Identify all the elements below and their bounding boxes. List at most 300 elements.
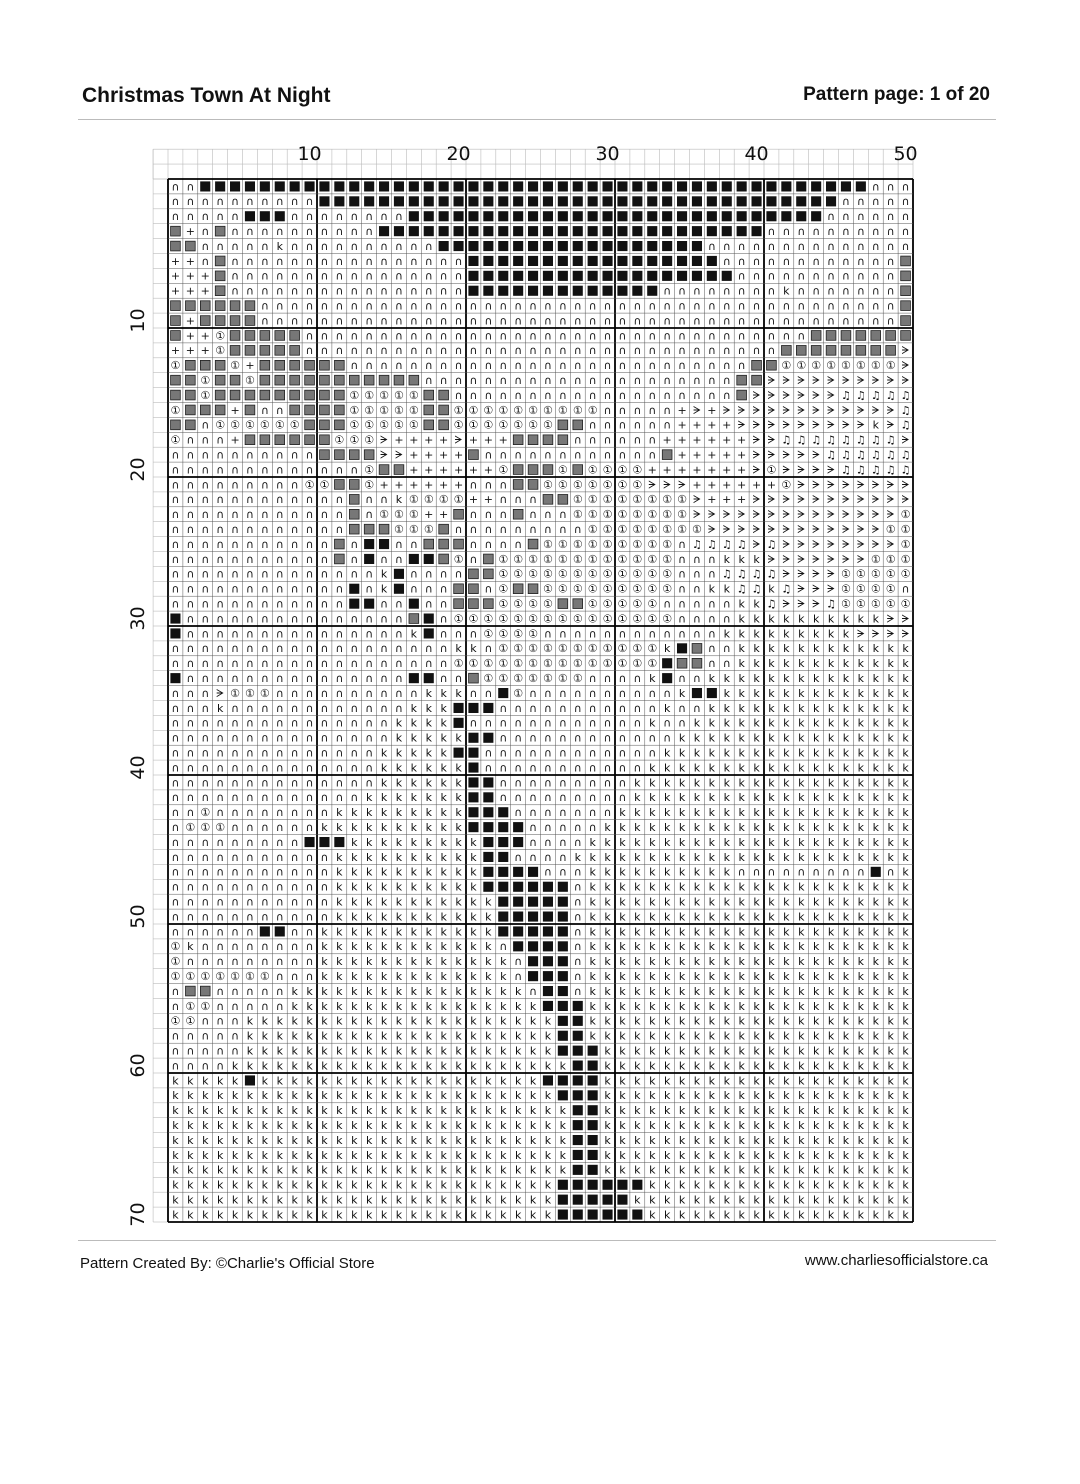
stitch-symbol: k <box>246 1163 254 1177</box>
filled-square-symbol <box>349 181 359 191</box>
stitch-symbol: k <box>634 865 641 879</box>
stitch-symbol: k <box>336 1044 343 1058</box>
stitch-symbol: k <box>753 1133 760 1147</box>
hatched-square-symbol <box>379 465 389 475</box>
stitch-symbol: ∩ <box>543 776 552 790</box>
stitch-symbol: ᗒ <box>767 523 776 537</box>
stitch-symbol: k <box>425 806 432 820</box>
filled-square-symbol <box>662 181 672 191</box>
stitch-symbol: k <box>872 821 879 835</box>
stitch-symbol: k <box>470 1104 477 1118</box>
filled-square-symbol <box>558 912 568 922</box>
hatched-square-symbol <box>290 360 300 370</box>
stitch-symbol: k <box>559 1163 567 1177</box>
stitch-symbol: ∩ <box>588 806 597 820</box>
stitch-symbol: ∩ <box>231 284 240 298</box>
stitch-symbol: k <box>678 1208 686 1222</box>
stitch-symbol: ∩ <box>260 716 269 730</box>
stitch-symbol: ∩ <box>335 239 344 253</box>
stitch-symbol: k <box>678 1014 686 1028</box>
stitch-symbol: k <box>798 731 805 745</box>
stitch-symbol: ∩ <box>469 508 478 522</box>
hatched-square-symbol <box>528 584 538 594</box>
hatched-square-symbol <box>424 420 434 430</box>
stitch-symbol: ᗒ <box>707 523 716 537</box>
stitch-symbol: k <box>708 1119 716 1133</box>
stitch-symbol: k <box>753 761 760 775</box>
stitch-symbol: k <box>336 999 343 1013</box>
stitch-symbol: ∩ <box>722 254 731 268</box>
stitch-symbol: ∩ <box>216 910 225 924</box>
stitch-symbol: k <box>336 806 343 820</box>
stitch-symbol: k <box>604 984 611 998</box>
stitch-symbol: ∩ <box>439 329 448 343</box>
stitch-symbol: ∩ <box>529 701 538 715</box>
stitch-symbol: k <box>708 1133 716 1147</box>
stitch-symbol: k <box>768 895 775 909</box>
hatched-square-symbol <box>335 554 345 564</box>
stitch-symbol: k <box>857 850 865 864</box>
stitch-symbol: k <box>172 1178 179 1192</box>
stitch-symbol: ∩ <box>275 940 284 954</box>
stitch-symbol: ∩ <box>871 210 880 224</box>
stitch-symbol: ∩ <box>305 195 314 209</box>
stitch-symbol: k <box>872 1044 879 1058</box>
stitch-symbol: ∩ <box>231 567 240 581</box>
stitch-symbol: ∩ <box>260 269 269 283</box>
stitch-symbol: k <box>440 940 447 954</box>
stitch-symbol: ∩ <box>350 776 359 790</box>
stitch-symbol: ∩ <box>767 329 776 343</box>
stitch-symbol: ∩ <box>171 686 180 700</box>
filled-square-symbol <box>528 181 538 191</box>
stitch-symbol: ∩ <box>290 835 299 849</box>
stitch-symbol: k <box>291 1074 298 1088</box>
stitch-symbol: ① <box>855 597 866 611</box>
filled-square-symbol <box>752 211 762 221</box>
hatched-square-symbol <box>260 435 270 445</box>
stitch-symbol: ∩ <box>558 850 567 864</box>
stitch-symbol: k <box>321 1074 328 1088</box>
stitch-symbol: ∩ <box>365 761 374 775</box>
stitch-symbol: k <box>887 1059 894 1073</box>
stitch-symbol: k <box>857 910 865 924</box>
stitch-symbol: ∩ <box>320 314 329 328</box>
stitch-symbol: ∩ <box>394 597 403 611</box>
filled-square-symbol <box>454 181 464 191</box>
stitch-symbol: k <box>395 791 403 805</box>
stitch-symbol: ∩ <box>394 552 403 566</box>
stitch-symbol: ∩ <box>201 776 210 790</box>
stitch-symbol: k <box>634 1133 641 1147</box>
filled-square-symbol <box>707 181 717 191</box>
stitch-symbol: ① <box>557 463 568 477</box>
stitch-symbol: ∩ <box>543 523 552 537</box>
stitch-symbol: ∩ <box>171 835 180 849</box>
stitch-symbol: ᗒ <box>737 508 746 522</box>
stitch-symbol: ᗒ <box>841 523 850 537</box>
stitch-symbol: k <box>276 1148 283 1162</box>
stitch-symbol: ∩ <box>454 299 463 313</box>
hatched-square-symbol <box>439 420 449 430</box>
stitch-symbol: k <box>529 1193 537 1207</box>
stitch-symbol: ∩ <box>380 344 389 358</box>
stitch-symbol: ∩ <box>380 701 389 715</box>
stitch-symbol: ᗒ <box>752 418 761 432</box>
hatched-square-symbol <box>245 405 255 415</box>
filled-square-symbol <box>632 256 642 266</box>
stitch-symbol: ∩ <box>231 955 240 969</box>
stitch-symbol: ① <box>349 433 360 447</box>
stitch-symbol: k <box>619 1133 626 1147</box>
stitch-symbol: k <box>336 1074 343 1088</box>
stitch-symbol: ∩ <box>409 344 418 358</box>
stitch-symbol: k <box>753 806 760 820</box>
stitch-symbol: k <box>902 731 909 745</box>
stitch-symbol: ∩ <box>260 478 269 492</box>
stitch-symbol: k <box>261 1148 269 1162</box>
stitch-symbol: ∩ <box>245 254 254 268</box>
stitch-symbol: ∩ <box>245 582 254 596</box>
stitch-symbol: k <box>216 1193 224 1207</box>
stitch-symbol: ∩ <box>201 433 210 447</box>
stitch-symbol: ∩ <box>275 895 284 909</box>
stitch-symbol: ① <box>602 463 613 477</box>
stitch-symbol: k <box>544 1104 552 1118</box>
stitch-symbol: ∩ <box>543 627 552 641</box>
filled-square-symbol <box>722 226 732 236</box>
hatched-square-symbol <box>320 435 330 445</box>
stitch-symbol: k <box>812 850 820 864</box>
stitch-symbol: ① <box>498 463 509 477</box>
stitch-symbol: ∩ <box>335 582 344 596</box>
stitch-symbol: k <box>827 716 835 730</box>
stitch-symbol: k <box>872 791 879 805</box>
stitch-symbol: k <box>753 835 760 849</box>
stitch-symbol: ∩ <box>216 210 225 224</box>
stitch-symbol: ① <box>513 627 524 641</box>
stitch-symbol: k <box>708 880 716 894</box>
stitch-symbol: k <box>723 821 730 835</box>
stitch-symbol: ∩ <box>871 284 880 298</box>
stitch-symbol: ① <box>632 552 643 566</box>
stitch-symbol: k <box>708 955 716 969</box>
stitch-symbol: k <box>261 1208 269 1222</box>
stitch-symbol: k <box>768 716 775 730</box>
filled-square-symbol <box>245 211 255 221</box>
stitch-symbol: ∩ <box>231 1014 240 1028</box>
filled-square-symbol <box>543 912 553 922</box>
stitch-symbol: ᗒ <box>812 552 821 566</box>
stitch-symbol: ᗒ <box>797 418 806 432</box>
stitch-symbol: k <box>753 1193 760 1207</box>
stitch-symbol: ᗒ <box>886 374 895 388</box>
stitch-symbol: ① <box>170 433 181 447</box>
stitch-symbol: ∩ <box>201 254 210 268</box>
stitch-symbol: k <box>604 955 611 969</box>
filled-square-symbol <box>275 211 285 221</box>
stitch-symbol: k <box>812 1044 820 1058</box>
stitch-symbol: ᗒ <box>797 493 806 507</box>
stitch-symbol: ∩ <box>737 865 746 879</box>
stitch-symbol: ᗒ <box>797 403 806 417</box>
stitch-symbol: ① <box>408 418 419 432</box>
stitch-symbol: ᗒ <box>841 478 850 492</box>
stitch-symbol: ᗒ <box>797 463 806 477</box>
stitch-symbol: k <box>365 984 373 998</box>
stitch-symbol: ∩ <box>841 254 850 268</box>
filled-square-symbol <box>543 1001 553 1011</box>
stitch-symbol: ∩ <box>424 314 433 328</box>
stitch-symbol: ∩ <box>320 284 329 298</box>
stitch-symbol: ᗒ <box>827 493 836 507</box>
stitch-symbol: ∩ <box>767 284 776 298</box>
filled-square-symbol <box>573 1120 583 1130</box>
stitch-symbol: ∩ <box>827 269 836 283</box>
hatched-square-symbol <box>215 390 225 400</box>
stitch-symbol: k <box>812 1133 820 1147</box>
stitch-symbol: ᗒ <box>901 493 910 507</box>
stitch-symbol: k <box>514 1208 522 1222</box>
filled-square-symbol <box>573 1031 583 1041</box>
stitch-symbol: ♫ <box>692 537 702 551</box>
stitch-symbol: ∩ <box>707 239 716 253</box>
stitch-symbol: ∩ <box>171 731 180 745</box>
stitch-symbol: k <box>663 835 671 849</box>
stitch-symbol: ♫ <box>736 537 747 551</box>
stitch-symbol: ∩ <box>290 463 299 477</box>
stitch-symbol: ∩ <box>514 359 523 373</box>
stitch-symbol: ∩ <box>305 701 314 715</box>
stitch-symbol: ∩ <box>752 284 761 298</box>
stitch-symbol: k <box>842 925 850 939</box>
stitch-symbol: k <box>798 970 805 984</box>
stitch-symbol: k <box>887 1044 894 1058</box>
filled-square-symbol <box>498 271 508 281</box>
stitch-symbol: ᗒ <box>782 388 791 402</box>
stitch-symbol: ① <box>513 612 524 626</box>
stitch-symbol: k <box>455 1074 462 1088</box>
hatched-square-symbol <box>573 420 583 430</box>
stitch-symbol: k <box>708 806 716 820</box>
stitch-symbol: ∩ <box>275 821 284 835</box>
stitch-symbol: ∩ <box>841 225 850 239</box>
stitch-symbol: k <box>812 925 820 939</box>
stitch-symbol: k <box>887 1029 894 1043</box>
stitch-symbol: ∩ <box>663 403 672 417</box>
stitch-symbol: k <box>723 835 730 849</box>
stitch-symbol: k <box>723 791 730 805</box>
stitch-symbol: ∩ <box>558 746 567 760</box>
stitch-symbol: k <box>365 910 373 924</box>
stitch-symbol: k <box>470 1119 477 1133</box>
stitch-symbol: ∩ <box>529 776 538 790</box>
stitch-symbol: k <box>529 1119 537 1133</box>
stitch-symbol: ᗒ <box>752 433 761 447</box>
stitch-symbol: k <box>514 1163 522 1177</box>
hatched-square-symbol <box>215 375 225 385</box>
stitch-symbol: k <box>768 1193 775 1207</box>
stitch-symbol: ∩ <box>692 359 701 373</box>
stitch-symbol: ① <box>513 642 524 656</box>
stitch-symbol: ∩ <box>320 716 329 730</box>
stitch-symbol: ∩ <box>275 716 284 730</box>
filled-square-symbol <box>737 196 747 206</box>
stitch-symbol: k <box>768 701 775 715</box>
stitch-symbol: ∩ <box>275 314 284 328</box>
stitch-symbol: ∩ <box>305 597 314 611</box>
stitch-symbol: ∩ <box>171 597 180 611</box>
filled-square-symbol <box>483 792 493 802</box>
stitch-symbol: k <box>485 1014 492 1028</box>
stitch-symbol: ∩ <box>320 225 329 239</box>
stitch-symbol: ♫ <box>870 463 881 477</box>
stitch-symbol: ∩ <box>543 865 552 879</box>
stitch-symbol: ∩ <box>439 254 448 268</box>
stitch-symbol: ᗒ <box>663 478 672 492</box>
stitch-symbol: k <box>514 1178 522 1192</box>
filled-square-symbol <box>513 837 523 847</box>
stitch-symbol: ∩ <box>558 314 567 328</box>
stitch-symbol: ① <box>423 493 434 507</box>
hatched-square-symbol <box>215 226 225 236</box>
stitch-symbol: k <box>678 1163 686 1177</box>
stitch-symbol: k <box>678 1119 686 1133</box>
stitch-symbol: ∩ <box>305 508 314 522</box>
stitch-symbol: + <box>677 418 687 432</box>
stitch-symbol: ∩ <box>350 299 359 313</box>
hatched-square-symbol <box>454 599 464 609</box>
filled-square-symbol <box>796 211 806 221</box>
stitch-symbol: k <box>857 776 865 790</box>
stitch-symbol: ∩ <box>171 1044 180 1058</box>
stitch-symbol: ∩ <box>484 537 493 551</box>
stitch-symbol: ∩ <box>335 463 344 477</box>
hatched-square-symbol <box>245 316 255 326</box>
stitch-symbol: k <box>425 910 432 924</box>
stitch-symbol: + <box>722 448 732 462</box>
stitch-symbol: ∩ <box>827 284 836 298</box>
stitch-symbol: k <box>410 776 418 790</box>
stitch-symbol: k <box>753 791 760 805</box>
filled-square-symbol <box>588 211 598 221</box>
stitch-symbol: k <box>887 731 894 745</box>
stitch-symbol: k <box>798 925 805 939</box>
stitch-symbol: ∩ <box>484 388 493 402</box>
hatched-square-symbol <box>171 390 181 400</box>
stitch-symbol: k <box>365 806 373 820</box>
filled-square-symbol <box>454 226 464 236</box>
filled-square-symbol <box>558 286 568 296</box>
stitch-symbol: k <box>887 1074 894 1088</box>
stitch-symbol: ∩ <box>290 731 299 745</box>
stitch-symbol: ♫ <box>885 448 896 462</box>
stitch-symbol: k <box>380 850 388 864</box>
stitch-symbol: k <box>887 1148 894 1162</box>
stitch-symbol: ∩ <box>618 359 627 373</box>
stitch-symbol: ᗒ <box>767 493 776 507</box>
stitch-symbol: k <box>187 940 194 954</box>
stitch-symbol: ∩ <box>275 299 284 313</box>
stitch-symbol: k <box>604 895 611 909</box>
stitch-symbol: k <box>276 1059 283 1073</box>
stitch-symbol: ∩ <box>365 359 374 373</box>
stitch-symbol: k <box>440 999 447 1013</box>
filled-square-symbol <box>588 286 598 296</box>
stitch-symbol: k <box>663 1104 671 1118</box>
stitch-symbol: k <box>619 865 626 879</box>
stitch-symbol: k <box>261 1089 269 1103</box>
stitch-symbol: ① <box>587 463 598 477</box>
stitch-symbol: ∩ <box>901 225 910 239</box>
stitch-symbol: ∩ <box>231 582 240 596</box>
stitch-symbol: ∩ <box>871 225 880 239</box>
stitch-symbol: ① <box>394 403 404 417</box>
stitch-symbol: k <box>827 1163 835 1177</box>
stitch-symbol: ∩ <box>380 284 389 298</box>
stitch-symbol: k <box>395 835 403 849</box>
stitch-symbol: k <box>410 806 418 820</box>
filled-square-symbol <box>573 1195 583 1205</box>
stitch-symbol: k <box>663 1163 671 1177</box>
stitch-symbol: ∩ <box>603 672 612 686</box>
filled-square-symbol <box>528 926 538 936</box>
stitch-symbol: ① <box>200 374 211 388</box>
stitch-symbol: k <box>365 940 373 954</box>
stitch-symbol: ∩ <box>260 463 269 477</box>
stitch-symbol: k <box>902 940 909 954</box>
hatched-square-symbol <box>186 360 196 370</box>
stitch-symbol: ∩ <box>245 955 254 969</box>
stitch-symbol: k <box>723 1178 730 1192</box>
stitch-symbol: ∩ <box>737 269 746 283</box>
stitch-symbol: ∩ <box>260 835 269 849</box>
stitch-symbol: ∩ <box>231 746 240 760</box>
stitch-symbol: k <box>783 716 790 730</box>
stitch-symbol: k <box>842 880 850 894</box>
stitch-symbol: k <box>753 716 760 730</box>
stitch-symbol: + <box>200 329 210 343</box>
stitch-symbol: k <box>455 1133 462 1147</box>
hatched-square-symbol <box>335 480 345 490</box>
stitch-symbol: ∩ <box>245 731 254 745</box>
stitch-symbol: + <box>483 463 493 477</box>
stitch-symbol: ∩ <box>439 269 448 283</box>
column-number-label: 20 <box>446 143 471 165</box>
stitch-symbol: + <box>424 508 434 522</box>
stitch-symbol: ∩ <box>335 761 344 775</box>
stitch-symbol: k <box>798 1133 805 1147</box>
hatched-square-symbol <box>230 375 240 385</box>
stitch-symbol: k <box>425 746 432 760</box>
stitch-symbol: k <box>872 1074 879 1088</box>
stitch-symbol: k <box>440 761 447 775</box>
filled-square-symbol <box>498 211 508 221</box>
stitch-symbol: k <box>216 1089 224 1103</box>
stitch-symbol: ∩ <box>558 776 567 790</box>
stitch-symbol: ∩ <box>841 865 850 879</box>
filled-square-symbol <box>662 241 672 251</box>
filled-square-symbol <box>543 897 553 907</box>
stitch-symbol: ∩ <box>380 612 389 626</box>
stitch-symbol: k <box>589 850 596 864</box>
stitch-symbol: ∩ <box>186 686 195 700</box>
stitch-symbol: ① <box>602 508 613 522</box>
stitch-symbol: ᗒ <box>901 627 910 641</box>
stitch-symbol: k <box>529 1074 537 1088</box>
stitch-symbol: ① <box>394 418 404 432</box>
stitch-symbol: k <box>678 880 686 894</box>
